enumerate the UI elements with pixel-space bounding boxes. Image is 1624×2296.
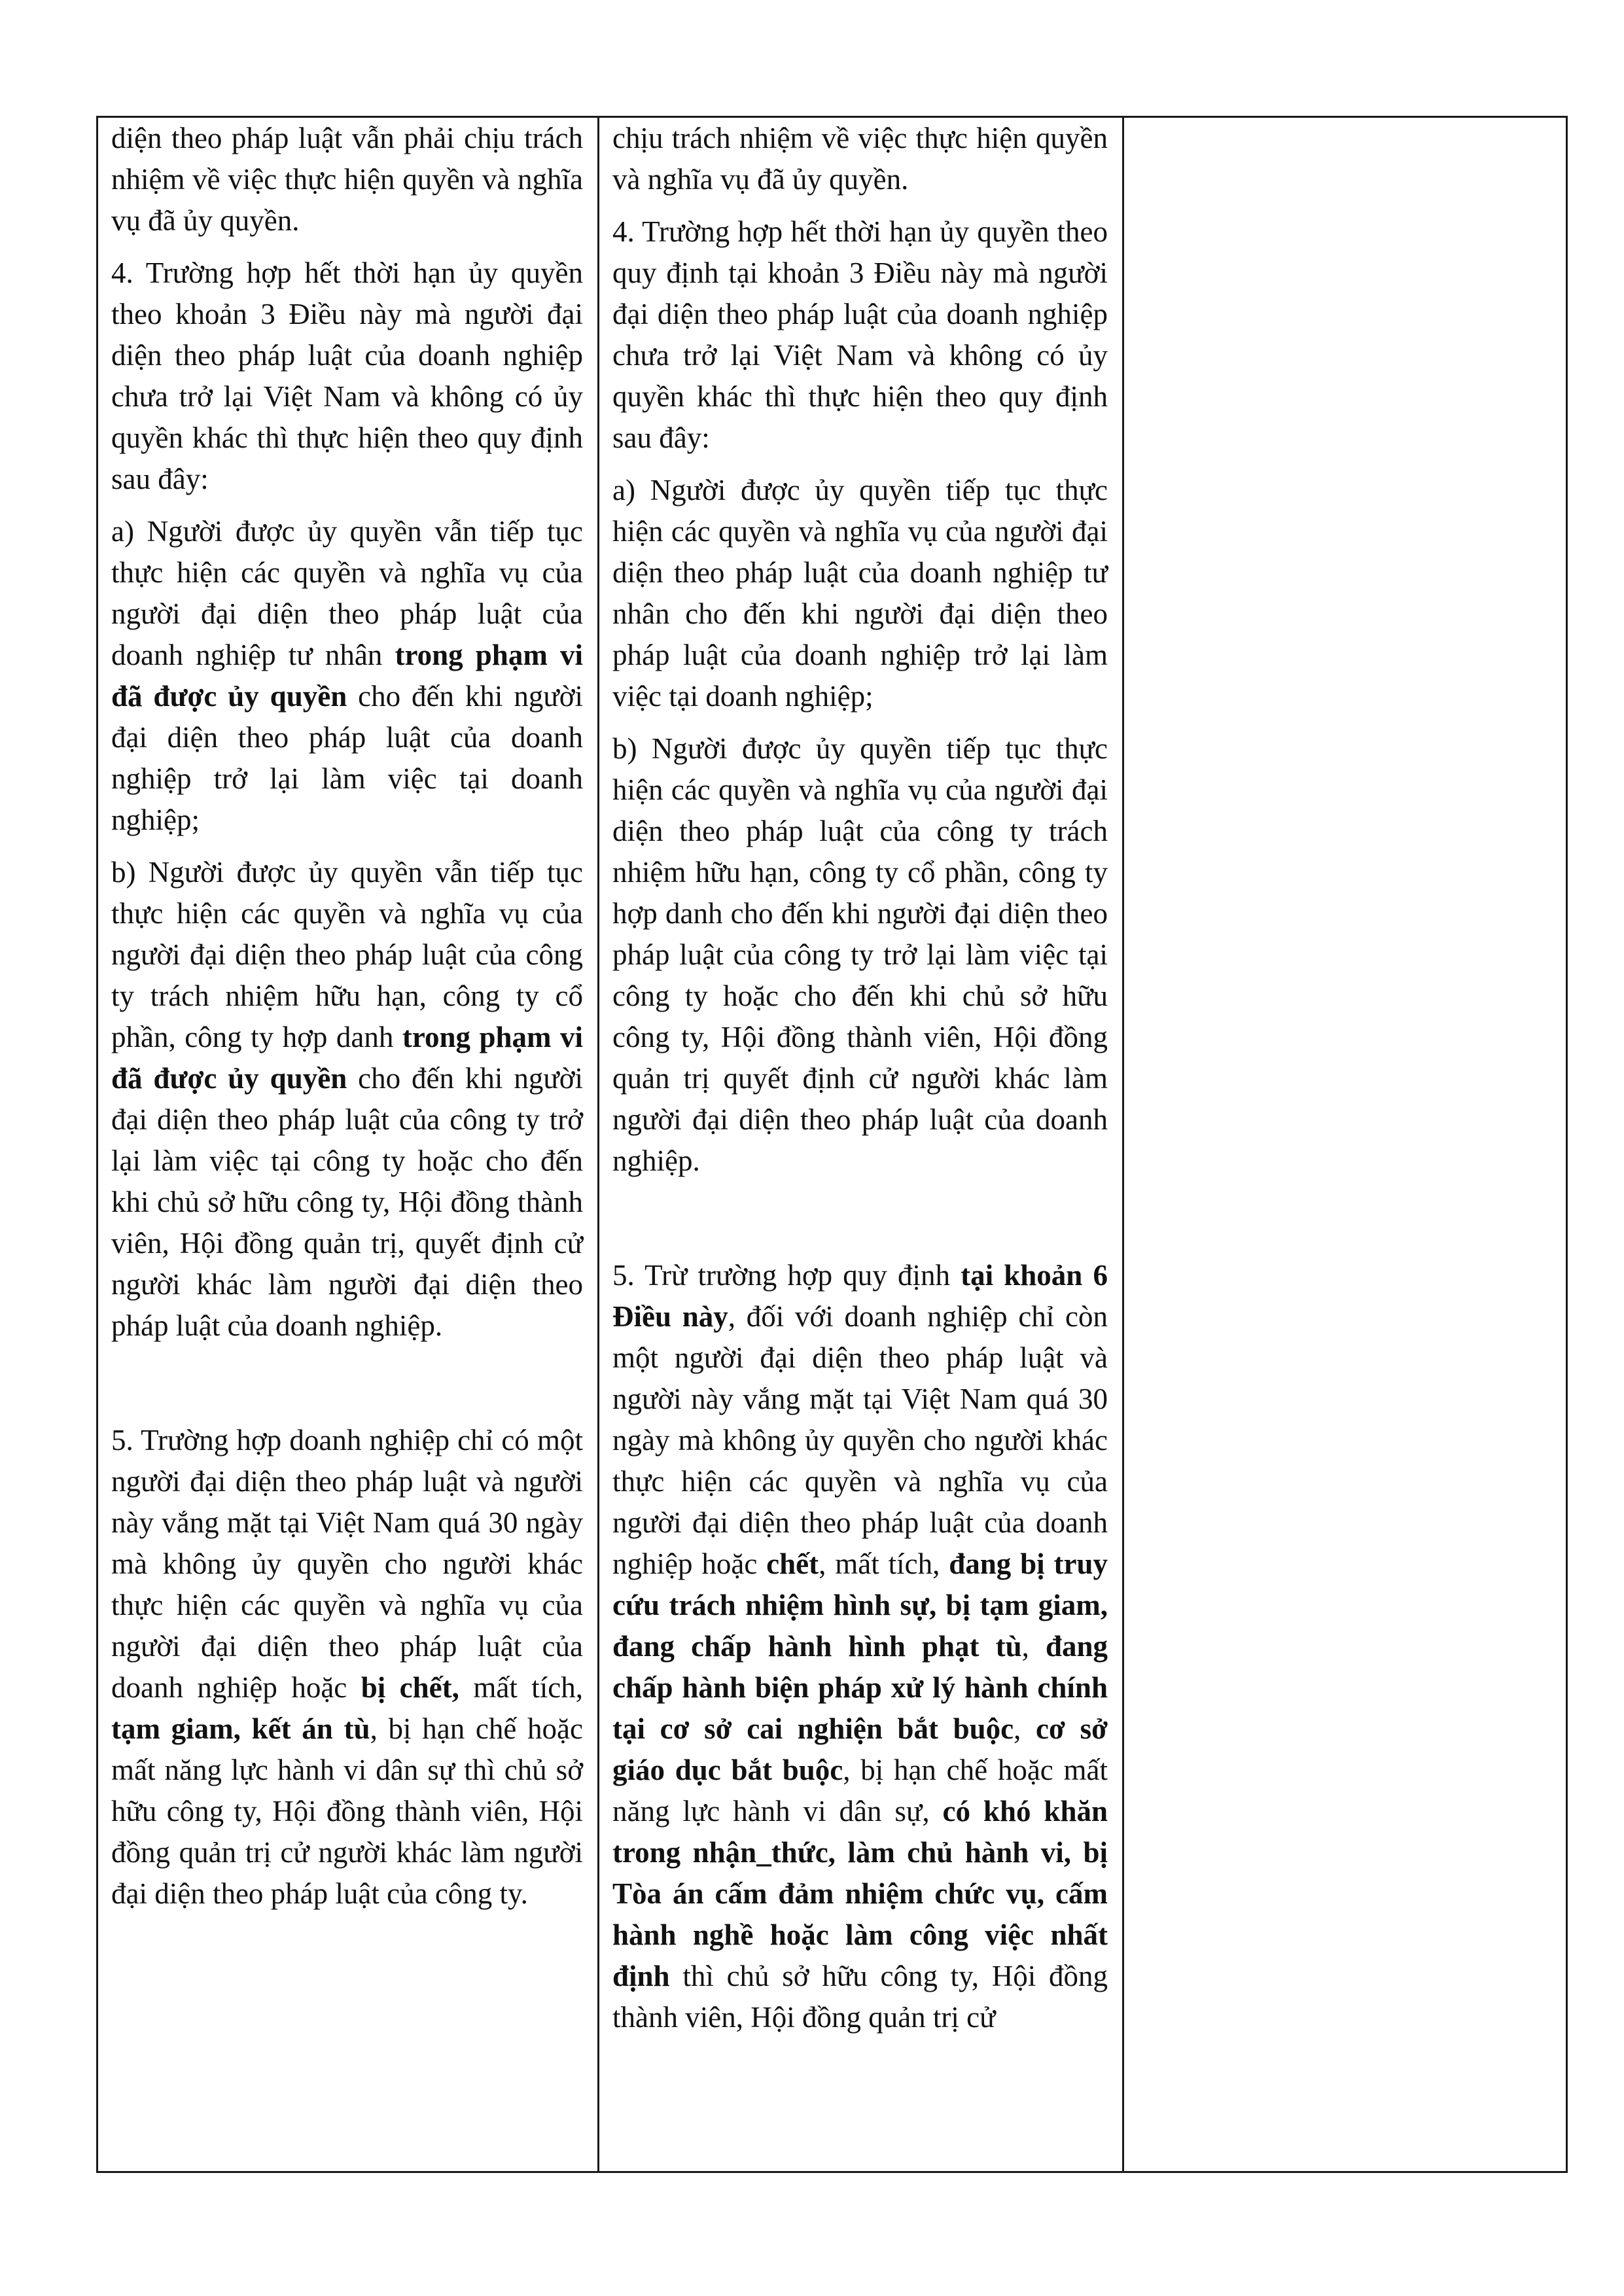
text-run: , đối với doanh nghiệp chỉ còn một người đại diện theo pháp luật và người này vắng mặt tại Việt Nam quá 30 ngày mà không ủy quyền cho người khác thực hiện các quyền và nghĩa vụ của người đại diện theo pháp luật của doanh nghiệp hoặc (612, 1300, 1108, 1580)
text-run: cho đến khi người đại diện theo pháp luật của công ty trở lại làm việc tại công ty hoặc cho đến khi chủ sở hữu công ty, Hội đồng thành viên, Hội đồng quản trị, quyết định cử người khác làm người đại diện theo pháp luật của doanh nghiệp. (111, 1062, 584, 1342)
bold-text-run: chết (766, 1547, 819, 1580)
bold-text-run: tạm giam, kết án tù (111, 1712, 370, 1745)
text-run: , (1021, 1630, 1046, 1663)
bold-text-run: trong phạm vi đã được ủy quyền (111, 1021, 584, 1095)
text-run: , mất tích, (819, 1547, 949, 1580)
middle-column (599, 118, 1124, 2171)
paragraph (111, 852, 583, 1347)
comparison-table (96, 116, 1568, 2173)
bold-text-run: đang bị truy cứu trách nhiệm hình sự, bị tạm giam, đang chấp hành hình phạt tù (612, 1547, 1108, 1663)
text-run: a) Người được ủy quyền tiếp tục thực hiện các quyền và nghĩa vụ của người đại diện theo pháp luật của doanh nghiệp tư nhân cho đến khi người đại diện theo pháp luật của doanh nghiệp trở lại làm việc tại doanh nghiệp; (612, 474, 1108, 713)
text-run: , (1014, 1712, 1036, 1745)
paragraph (111, 511, 583, 841)
text-run: chịu trách nhiệm về việc thực hiện quyền và nghĩa vụ đã ủy quyền. (612, 122, 1108, 196)
bold-text-run: đang chấp hành biện pháp xử lý hành chính tại cơ sở cai nghiện bắt buộc (612, 1630, 1108, 1745)
text-run: , bị hạn chế hoặc mất năng lực hành vi dân sự, (612, 1754, 1108, 1828)
text-run: mất tích, (459, 1671, 583, 1704)
text-run: 4. Trường hợp hết thời hạn ủy quyền theo quy định tại khoản 3 Điều này mà người đại diện theo pháp luật của doanh nghiệp chưa trở lại Việt Nam và không có ủy quyền khác thì thực hiện theo quy định sau đây: (612, 215, 1108, 454)
bold-text-run: có khó khăn trong nhận_thức, làm chủ hành vi, bị Tòa án cấm đảm nhiệm chức vụ, cấm hành nghề hoặc làm công việc nhất định (612, 1795, 1108, 1992)
text-run: a) Người được ủy quyền vẫn tiếp tục thực hiện các quyền và nghĩa vụ của người đại diện theo pháp luật của doanh nghiệp tư nhân (111, 515, 583, 671)
text-run: 5. Trường hợp doanh nghiệp chỉ có một người đại diện theo pháp luật và người này vắng mặt tại Việt Nam quá 30 ngày mà không ủy quyền cho người khác thực hiện các quyền và nghĩa vụ của người đại diện theo pháp luật của doanh nghiệp hoặc (111, 1424, 583, 1704)
paragraph (612, 1255, 1108, 2038)
text-run: b) Người được ủy quyền tiếp tục thực hiện các quyền và nghĩa vụ của người đại diện theo pháp luật của công ty trách nhiệm hữu hạn, công ty cổ phần, công ty hợp danh cho đến khi người đại diện theo pháp luật của công ty trở lại làm việc tại công ty hoặc cho đến khi chủ sở hữu công ty, Hội đồng thành viên, Hội đồng quản trị quyết định cử người khác làm người đại diện theo pháp luật của doanh nghiệp. (612, 732, 1108, 1177)
paragraph (612, 118, 1108, 200)
right-column (1124, 118, 1566, 2171)
text-run: , bị hạn chế hoặc mất năng lực hành vi dân sự thì chủ sở hữu công ty, Hội đồng thành viên, Hội đồng quản trị cử người khác làm người đại diện theo pháp luật của công ty. (111, 1712, 584, 1910)
paragraph (612, 728, 1108, 1182)
paragraph (612, 470, 1108, 717)
paragraph (111, 1420, 583, 1915)
bold-text-run: tại khoản 6 Điều này (612, 1259, 1108, 1333)
text-run: diện theo pháp luật vẫn phải chịu trách nhiệm về việc thực hiện quyền và nghĩa vụ đã ủy quyền. (111, 122, 583, 237)
text-run: b) Người được ủy quyền vẫn tiếp tục thực hiện các quyền và nghĩa vụ của người đại diện theo pháp luật của công ty trách nhiệm hữu hạn, công ty cổ phần, công ty hợp danh (111, 856, 583, 1053)
paragraph (111, 253, 583, 500)
bold-text-run: cơ sở giáo dục bắt buộc (612, 1712, 1108, 1786)
text-run: cho đến khi người đại diện theo pháp luật của doanh nghiệp trở lại làm việc tại doanh nghiệp; (111, 680, 584, 836)
text-run: 5. Trừ trường hợp quy định (612, 1259, 961, 1292)
left-column (98, 118, 599, 2171)
paragraph (111, 118, 583, 241)
paragraph (612, 211, 1108, 459)
text-run: 4. Trường hợp hết thời hạn ủy quyền theo khoản 3 Điều này mà người đại diện theo pháp luật của doanh nghiệp chưa trở lại Việt Nam và không có ủy quyền khác thì thực hiện theo quy định sau đây: (111, 256, 583, 495)
bold-text-run: bị chết, (361, 1671, 459, 1704)
bold-text-run: trong phạm vi đã được ủy quyền (111, 639, 583, 713)
text-run: thì chủ sở hữu công ty, Hội đồng thành viên, Hội đồng quản trị cử (612, 1960, 1108, 2034)
